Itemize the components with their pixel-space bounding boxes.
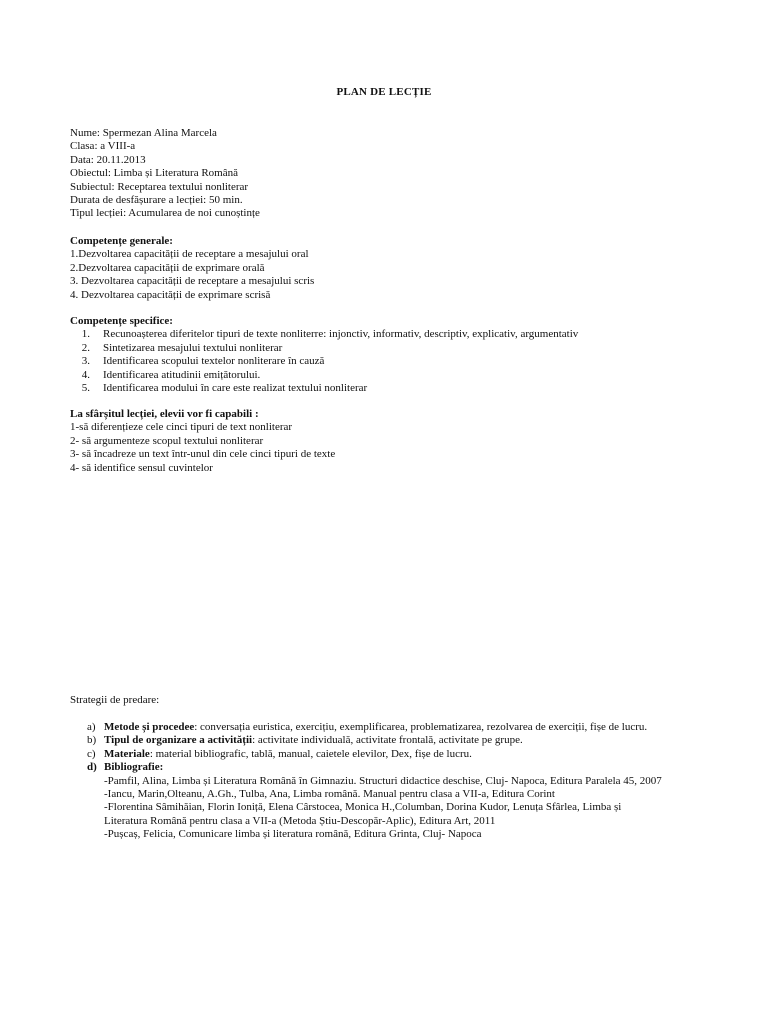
list-text: Sintetizarea mesajului textului nonliterar (103, 341, 283, 354)
objective-item: 1-să diferențieze cele cinci tipuri de text nonliterar (70, 421, 293, 434)
general-competence-item: 2.Dezvoltarea capacității de exprimare orală (70, 261, 265, 274)
item-label: Metode și procedee (104, 721, 195, 733)
specific-competences (70, 315, 730, 395)
objective-item: 2- să argumenteze scopul textului nonliterar (70, 434, 264, 447)
list-letter: b) (87, 734, 97, 747)
page-title: PLAN DE LECȚIE (336, 86, 432, 98)
list-number: 1. (81, 328, 90, 341)
list-text: Identificarea modului în care este realizat textului nonliterar (103, 382, 368, 395)
info-class: Clasa: a VIII-a (70, 140, 136, 153)
info-name: Nume: Spermezan Alina Marcela (70, 127, 217, 139)
bibliography-entry: -Iancu, Marin,Olteanu, A.Gh., Tulba, Ana, Limba română. Manual pentru clasa a VII-a, Editura Corint (104, 788, 555, 801)
item-text: : conversația euristica, exercițiu, exemplificarea, problematizarea, rezolvarea de exerciții, fișe de lucru. (194, 721, 648, 733)
list-text (104, 734, 523, 747)
list-number: 2. (81, 341, 90, 354)
list-letter: a) (87, 721, 96, 733)
info-lesson-type: Tipul lecției: Acumularea de noi cunoștințe (70, 207, 260, 220)
general-competence-item: 1.Dezvoltarea capacității de receptare a mesajului oral (70, 248, 309, 261)
list-item (70, 369, 730, 382)
list-item (70, 342, 730, 355)
item-label: Tipul de organizare a activității (104, 734, 253, 747)
general-competence-item: 3. Dezvoltarea capacității de receptare a mesajului scris (70, 275, 315, 288)
bibliography-entry: -Pamfil, Alina, Limba și Literatura Română în Gimnaziu. Structuri didactice deschise, Cluj- Napoca, Editura Paralela 45, 2007 (104, 774, 662, 787)
bibliography-entry: -Pușcaș, Felicia, Comunicare limba și literatura română, Editura Grinta, Cluj- Napoca (104, 828, 482, 841)
list-number: 5. (81, 382, 90, 395)
list-text (104, 721, 647, 734)
specific-competences-heading: Competențe specifice: (70, 315, 173, 327)
list-text (104, 748, 472, 761)
list-item (70, 355, 730, 368)
objective-item: 4- să identifice sensul cuvintelor (70, 461, 213, 474)
list-item (70, 761, 730, 774)
general-competences (70, 235, 730, 302)
strategies-heading: Strategii de predare: (70, 694, 160, 706)
objectives (70, 408, 730, 475)
list-item (70, 721, 730, 734)
info-duration: Durata de desfășurare a lecției: 50 min. (70, 194, 243, 207)
item-text: : activitate individuală, activitate frontală, activitate pe grupe. (252, 734, 523, 747)
teaching-strategies (70, 694, 730, 707)
info-topic: Subiectul: Receptarea textului nonliterar (70, 180, 249, 193)
list-text: Recunoașterea diferitelor tipuri de texte nonliterre: injonctiv, informativ, descriptiv, explicativ, argumentativ (103, 328, 579, 341)
bibliography-entry: Literatura Română pentru clasa a VII-a (Metoda Știu-Descopăr-Aplic), Editura Art, 2011 (104, 814, 496, 827)
strategies-list (70, 721, 730, 842)
objective-item: 3- să încadreze un text într-unul din cele cinci tipuri de texte (70, 448, 336, 461)
list-letter: d) (87, 761, 97, 774)
list-letter: c) (87, 747, 96, 760)
list-number: 4. (81, 368, 90, 381)
list-text: Identificarea atitudinii emițătorului. (103, 368, 261, 381)
list-item (70, 748, 730, 761)
list-number: 3. (81, 355, 90, 368)
list-text (104, 761, 163, 774)
item-label: Bibliografie: (104, 761, 164, 774)
list-text: Identificarea scopului textelor nonliterare în cauză (103, 355, 325, 368)
list-item (70, 382, 730, 395)
lesson-info (70, 127, 730, 221)
general-competences-heading: Competențe generale: (70, 235, 173, 247)
item-text: : material bibliografic, tablă, manual, caietele elevilor, Dex, fișe de lucru. (149, 747, 472, 760)
list-item (70, 328, 730, 341)
info-date: Data: 20.11.2013 (70, 153, 146, 166)
bibliography-entry: -Florentina Sâmihăian, Florin Ioniță, Elena Cârstocea, Monica H.,Columban, Dorina Kudor, Lenuța Sfârlea, Limba și (104, 801, 622, 814)
objectives-heading: La sfârșitul lecției, elevii vor fi capabili : (70, 408, 259, 420)
list-item (70, 734, 730, 747)
bibliography (104, 775, 730, 842)
item-label: Materiale (104, 747, 150, 760)
specific-competences-list (70, 328, 730, 395)
info-subject-area: Obiectul: Limba și Literatura Română (70, 167, 239, 180)
general-competence-item: 4. Dezvoltarea capacității de exprimare scrisă (70, 288, 271, 301)
